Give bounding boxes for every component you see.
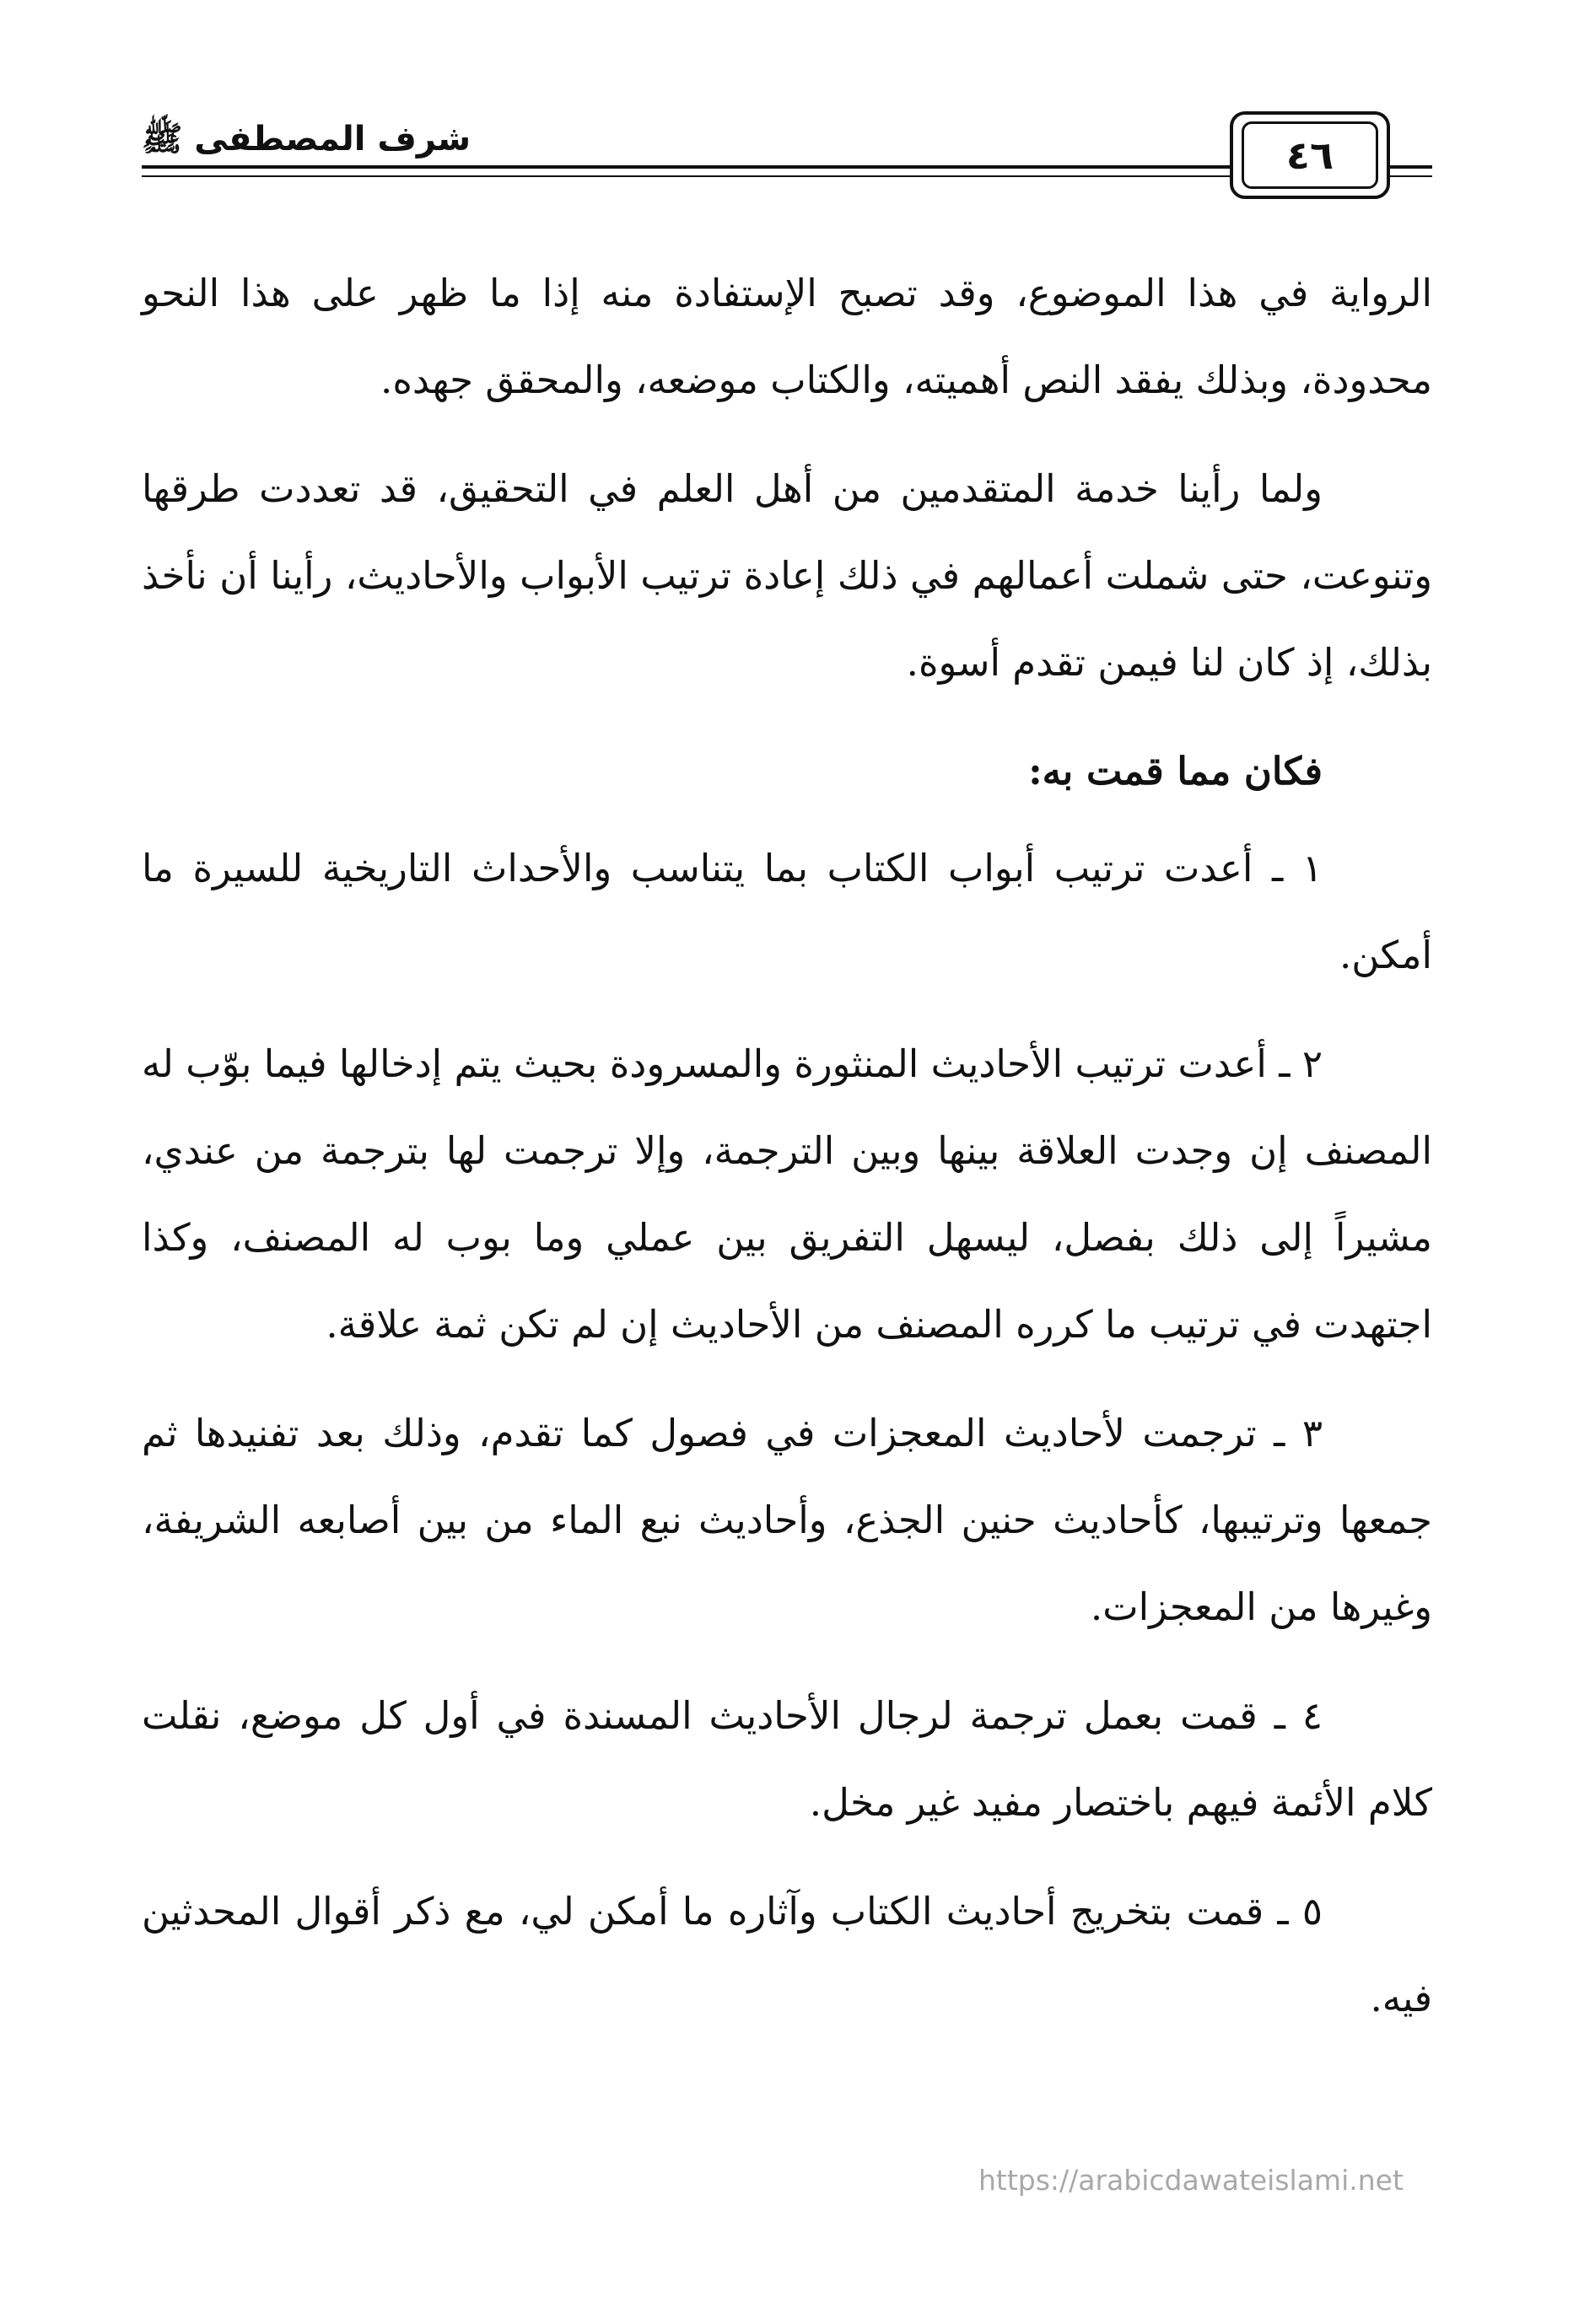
page-number-frame xyxy=(1230,111,1390,199)
header-rule-thin xyxy=(142,175,1230,177)
running-title: شرف المصطفى ﷺ xyxy=(142,120,471,159)
list-item-1: ١ ـ أعدت ترتيب أبواب الكتاب بما يتناسب والأحداث التاريخية للسيرة ما أمكن. xyxy=(142,846,1432,977)
list-item-4: ٤ ـ قمت بعمل ترجمة لرجال الأحاديث المسندة في أول كل موضع، نقلت كلام الأئمة فيهم باختصار مفيد غير مخل. xyxy=(142,1693,1432,1825)
watermark-url: https://arabicdawateislami.net xyxy=(978,2164,1404,2197)
list-heading: فكان مما قمت به: xyxy=(1028,749,1323,793)
page-header xyxy=(142,106,1432,207)
header-rule-thick xyxy=(142,165,1230,169)
paragraph-methodology: ولما رأينا خدمة المتقدمين من أهل العلم في التحقيق، قد تعددت طرقها وتنوعت، حتى شملت أعمالهم في ذلك إعادة ترتيب الأبواب والأحاديث، رأينا أن نأخذ بذلك، إذ كان لنا فيمن تقدم أسوة. xyxy=(142,466,1432,685)
list-item-3: ٣ ـ ترجمت لأحاديث المعجزات في فصول كما تقدم، وذلك بعد تفنيدها ثم جمعها وترتيبها، كأحاديث حنين الجذع، وأحاديث نبع الماء من بين أصابعه الشريفة، وغيرها من المعجزات. xyxy=(142,1411,1432,1629)
header-rule-tail-thick xyxy=(1390,165,1432,169)
list-item-2: ٢ ـ أعدت ترتيب الأحاديث المنثورة والمسرودة بحيث يتم إدخالها فيما بوّب له المصنف إن وجدت العلاقة بينها وبين الترجمة، وإلا ترجمت لها بترجمة من عندي، مشيراً إلى ذلك بفصل، ليسهل التفريق بين عملي وما بوب له المصنف، وكذا اجتهدت في ترتيب ما كرره المصنف من الأحاديث إن لم تكن ثمة علاقة. xyxy=(142,1041,1432,1347)
body-text xyxy=(142,250,1432,2063)
header-rule-tail-thin xyxy=(1390,175,1432,177)
page-number: ٤٦ xyxy=(1242,121,1378,189)
paragraph-continuation: الرواية في هذا الموضوع، وقد تصبح الإستفادة منه إذا ما ظهر على هذا النحو محدودة، وبذلك يفقد النص أهميته، والكتاب موضعه، والمحقق جهده. xyxy=(142,271,1432,402)
list-item-5: ٥ ـ قمت بتخريج أحاديث الكتاب وآثاره ما أمكن لي، مع ذكر أقوال المحدثين فيه. xyxy=(142,1889,1432,2020)
